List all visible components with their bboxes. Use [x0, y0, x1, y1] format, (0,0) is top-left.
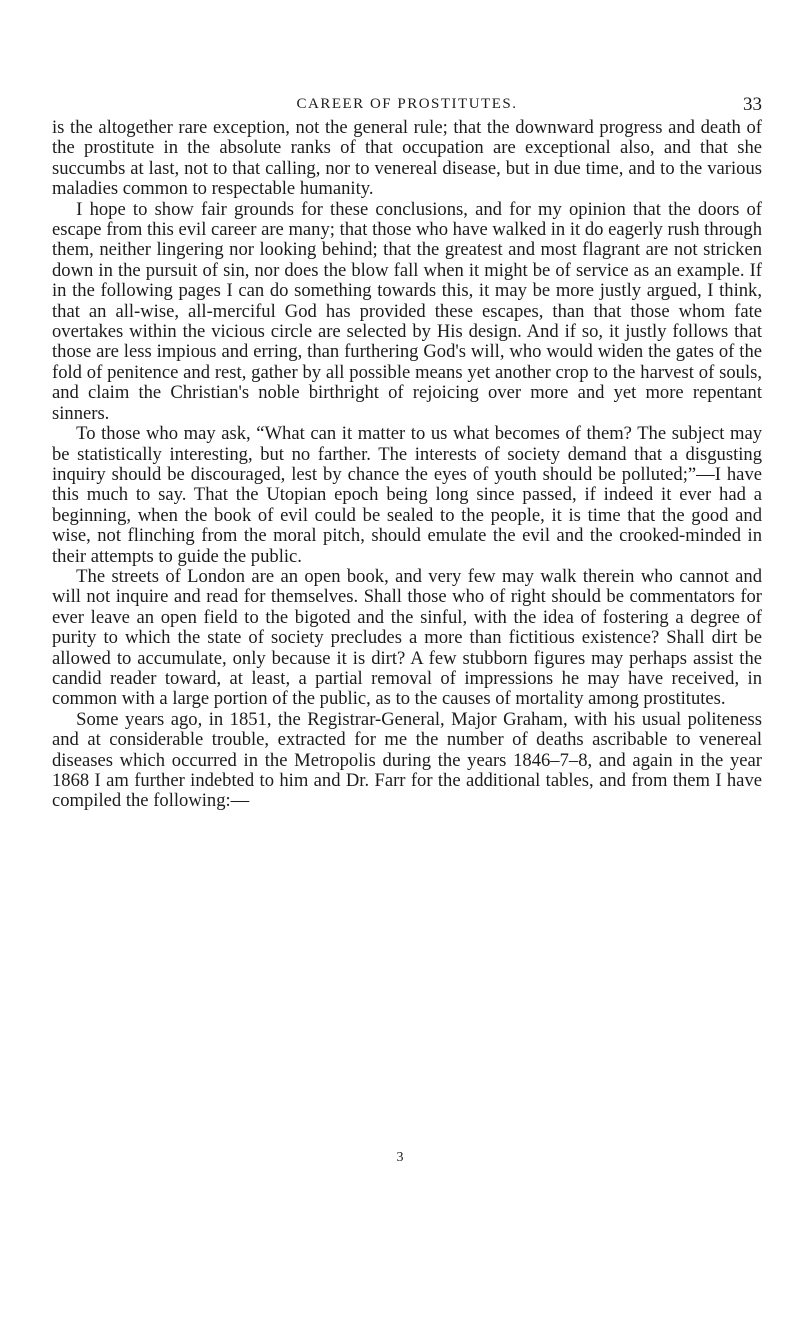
- paragraph: Some years ago, in 1851, the Registrar-General, Major Graham, with his usual politeness and at considerable trouble, extracted for me the number of deaths ascribable to venereal diseases which occurred in the Metropolis during the years 1846–7–8, and again in the year 1868 I am further indebted to him and Dr. Farr for the additional tables, and from them I have compiled the following:—: [52, 708, 762, 812]
- paragraph-continued: is the altogether rare exception, not the general rule; that the downward progress and death of the prostitute in the absolute ranks of that occupation are exceptional also, and that she succumbs at last, not to that calling, nor to venereal disease, but in due time, and to the various maladies common to respectable humanity.: [52, 117, 762, 200]
- paragraph: I hope to show fair grounds for these conclusions, and for my opinion that the doors of escape from this evil career are many; that those who have walked in it do eagerly rush through them, neither lingering nor looking behind; that the greatest and most flagrant are not stricken down in the pursuit of sin, nor does the blow fall when it might be of service as an example. If in the following pages I can do something towards this, it may be more justly argued, I think, that an all-wise, all-merciful God has provided these escapes, than that those whom fate overtakes within the vicious circle are selected by His design. And if so, it justly follows that those are less impious and erring, than furthering God's will, who would widen the gates of the fold of penitence and rest, gather by all possible means yet another crop to the harvest of souls, and claim the Christian's noble birthright of rejoicing over more and yet more repentant sinners.: [52, 198, 762, 424]
- signature-mark: 3: [396, 1150, 404, 1165]
- paragraph: The streets of London are an open book, and very few may walk therein who cannot and will not inquire and read for themselves. Shall those who of right should be commentators for ever leave an open field to the bigoted and the sinful, with the idea of fostering a degree of purity to which the state of society precludes a more than fictitious existence? Shall dirt be allowed to accumulate, only because it is dirt? A few stubborn figures may perhaps assist the candid reader toward, at least, a partial removal of impressions he may have received, in common with a large portion of the public, as to the causes of mortality among prostitutes.: [52, 565, 762, 710]
- running-title: CAREER OF PROSTITUTES.: [296, 96, 518, 112]
- running-head: [52, 94, 762, 118]
- paragraph: To those who may ask, “What can it matter to us what becomes of them? The subject may be statistically interesting, but no farther. The interests of society demand that a disgusting inquiry should be discouraged, lest by chance the eyes of youth should be polluted;”—I have this much to say. That the Utopian epoch being long since passed, if indeed it ever had a beginning, when the book of evil could be sealed to the people, it is time that the good and wise, not flinching from the moral pitch, should emulate the evil and the crooked-minded in their attempts to guide the public.: [52, 423, 762, 567]
- book-page: [52, 0, 762, 1343]
- page-number: 33: [743, 94, 762, 115]
- body-text: [52, 118, 762, 812]
